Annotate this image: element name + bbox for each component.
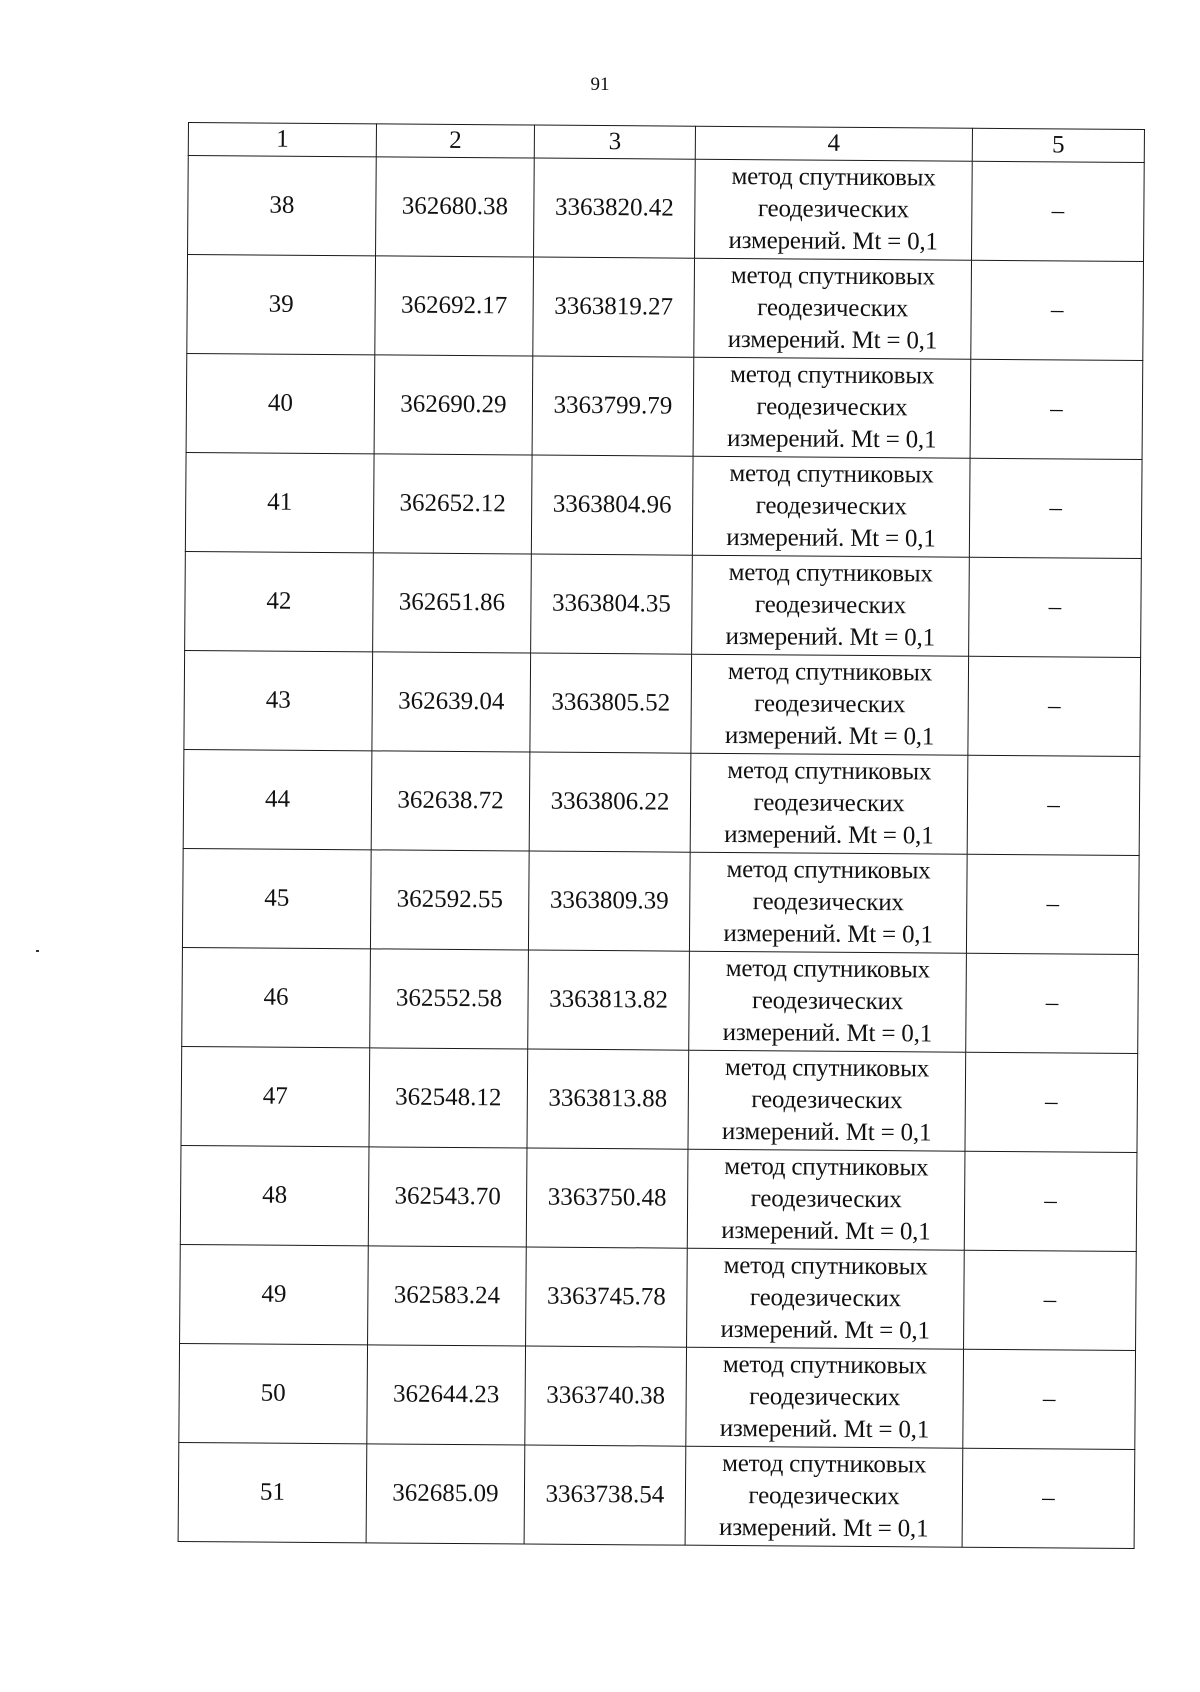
table-row	[182, 848, 1139, 954]
method-line: измерений. Mt = 0,1	[722, 1018, 933, 1048]
method-cell	[688, 1050, 966, 1151]
method-line: измерений. Mt = 0,1	[724, 721, 935, 751]
table-row	[185, 551, 1142, 657]
x-coordinate-cell: 362583.24	[368, 1246, 527, 1346]
note-cell: –	[968, 656, 1141, 756]
method-cell	[685, 1446, 963, 1547]
method-cell	[689, 852, 967, 953]
note-cell: –	[966, 854, 1139, 954]
note-cell: –	[962, 1448, 1135, 1548]
table-row	[180, 1145, 1137, 1251]
x-coordinate-cell: 362639.04	[372, 652, 531, 752]
y-coordinate-cell: 3363745.78	[526, 1247, 688, 1347]
method-line: геодезических	[753, 789, 905, 818]
method-line: измерений. Mt = 0,1	[727, 325, 938, 355]
y-coordinate-cell: 3363813.88	[527, 1049, 689, 1149]
method-line: метод спутниковых	[726, 855, 931, 885]
page-number: 91	[590, 74, 610, 95]
x-coordinate-cell: 362638.72	[371, 751, 530, 851]
point-number-cell: 47	[181, 1046, 370, 1146]
point-number-cell: 39	[187, 255, 376, 355]
note-cell: –	[967, 755, 1140, 855]
y-coordinate-cell: 3363750.48	[526, 1148, 688, 1248]
point-number-cell: 50	[179, 1343, 368, 1443]
method-line: метод спутниковых	[722, 1350, 928, 1380]
method-line: измерений. Mt = 0,1	[726, 424, 937, 454]
method-line: метод спутниковых	[729, 459, 934, 489]
method-cell	[689, 951, 967, 1052]
method-line: измерений. Mt = 0,1	[721, 1216, 931, 1246]
x-coordinate-cell: 362543.70	[368, 1147, 527, 1247]
method-line: метод спутниковых	[730, 360, 935, 390]
y-coordinate-cell: 3363813.82	[528, 950, 690, 1050]
point-number-cell: 38	[188, 156, 377, 256]
table-row	[180, 1244, 1137, 1350]
header-cell-1: 1	[188, 123, 376, 157]
x-coordinate-cell: 362690.29	[374, 355, 533, 455]
x-coordinate-cell: 362680.38	[376, 157, 535, 257]
table-row	[183, 749, 1140, 855]
method-line: геодезических	[754, 591, 907, 620]
method-line: метод спутниковых	[725, 954, 930, 984]
point-number-cell: 45	[182, 848, 371, 948]
table-row	[181, 1046, 1138, 1152]
x-coordinate-cell: 362644.23	[367, 1345, 526, 1445]
point-number-cell: 42	[185, 551, 374, 651]
y-coordinate-cell: 3363804.35	[531, 554, 693, 654]
method-line: измерений. Mt = 0,1	[723, 919, 933, 949]
x-coordinate-cell: 362685.09	[366, 1444, 525, 1544]
x-coordinate-cell: 362652.12	[373, 454, 532, 554]
y-coordinate-cell: 3363809.39	[528, 851, 690, 951]
y-coordinate-cell: 3363805.52	[530, 653, 692, 753]
header-cell-4: 4	[695, 126, 972, 161]
y-coordinate-cell: 3363820.42	[534, 158, 696, 258]
coordinates-table	[178, 122, 1145, 1549]
point-number-cell: 41	[185, 452, 374, 552]
method-line: измерений. Mt = 0,1	[728, 226, 938, 256]
table-row	[186, 353, 1143, 459]
x-coordinate-cell: 362552.58	[370, 949, 529, 1049]
y-coordinate-cell: 3363738.54	[524, 1445, 686, 1545]
method-line: измерений. Mt = 0,1	[724, 820, 934, 850]
method-line: геодезических	[755, 492, 907, 521]
note-cell: –	[963, 1349, 1136, 1449]
note-cell: –	[970, 359, 1143, 459]
method-line: геодезических	[748, 1482, 900, 1511]
method-line: геодезических	[751, 1086, 903, 1115]
method-line: метод спутниковых	[723, 1251, 928, 1281]
point-number-cell: 40	[186, 353, 375, 453]
note-cell: –	[965, 1052, 1138, 1152]
y-coordinate-cell: 3363740.38	[525, 1346, 687, 1446]
note-cell: –	[966, 953, 1139, 1053]
y-coordinate-cell: 3363799.79	[532, 356, 694, 456]
table-row	[185, 452, 1142, 558]
table-row	[188, 156, 1145, 262]
method-line: метод спутниковых	[724, 1053, 930, 1083]
method-line: метод спутниковых	[727, 756, 932, 786]
point-number-cell: 43	[184, 650, 373, 750]
method-line: измерений. Mt = 0,1	[719, 1414, 930, 1444]
method-cell	[692, 555, 970, 656]
method-line: метод спутниковых	[722, 1449, 927, 1479]
method-cell	[687, 1248, 965, 1349]
note-cell: –	[971, 260, 1144, 360]
method-cell	[692, 456, 970, 557]
method-cell	[694, 258, 972, 359]
method-line: измерений. Mt = 0,1	[720, 1315, 930, 1345]
x-coordinate-cell: 362592.55	[370, 850, 529, 950]
method-line: метод спутниковых	[731, 162, 936, 192]
method-line: метод спутниковых	[724, 1152, 929, 1182]
table-row	[182, 947, 1139, 1053]
method-line: геодезических	[757, 195, 909, 224]
method-line: геодезических	[754, 690, 906, 719]
point-number-cell: 44	[183, 749, 372, 849]
point-number-cell: 51	[178, 1442, 367, 1542]
note-cell: –	[969, 458, 1142, 558]
method-cell	[695, 159, 973, 260]
method-cell	[687, 1149, 965, 1250]
table-row	[184, 650, 1141, 756]
note-cell: –	[964, 1151, 1137, 1251]
y-coordinate-cell: 3363819.27	[533, 257, 695, 357]
method-line: геодезических	[749, 1284, 901, 1313]
point-number-cell: 46	[182, 947, 371, 1047]
x-coordinate-cell: 362692.17	[375, 256, 534, 356]
point-number-cell: 49	[180, 1244, 369, 1344]
scan-speck	[36, 950, 39, 952]
method-line: метод спутниковых	[728, 558, 933, 588]
method-line: геодезических	[751, 987, 904, 1016]
method-line: измерений. Mt = 0,1	[721, 1117, 932, 1147]
header-cell-5: 5	[972, 128, 1144, 162]
x-coordinate-cell: 362548.12	[369, 1048, 528, 1148]
method-line: измерений. Mt = 0,1	[718, 1513, 929, 1543]
point-number-cell: 48	[180, 1145, 369, 1245]
method-line: геодезических	[752, 888, 904, 917]
x-coordinate-cell: 362651.86	[373, 553, 532, 653]
method-line: геодезических	[756, 393, 908, 422]
method-line: измерений. Mt = 0,1	[725, 622, 935, 652]
table-row	[178, 1442, 1135, 1548]
header-cell-2: 2	[376, 124, 534, 158]
method-cell	[686, 1347, 964, 1448]
method-line: метод спутниковых	[730, 261, 935, 291]
note-cell: –	[964, 1250, 1137, 1350]
method-cell	[693, 357, 971, 458]
table-row	[179, 1343, 1136, 1449]
y-coordinate-cell: 3363804.96	[531, 455, 693, 555]
note-cell: –	[972, 161, 1145, 261]
method-cell	[690, 753, 968, 854]
table-row	[187, 255, 1144, 361]
method-cell	[691, 654, 969, 755]
method-line: геодезических	[749, 1383, 901, 1412]
note-cell: –	[969, 557, 1142, 657]
method-line: геодезических	[757, 294, 909, 323]
method-line: измерений. Mt = 0,1	[726, 523, 936, 553]
method-line: метод спутниковых	[727, 657, 933, 687]
method-line: геодезических	[750, 1185, 902, 1214]
y-coordinate-cell: 3363806.22	[529, 752, 691, 852]
header-cell-3: 3	[534, 125, 695, 159]
